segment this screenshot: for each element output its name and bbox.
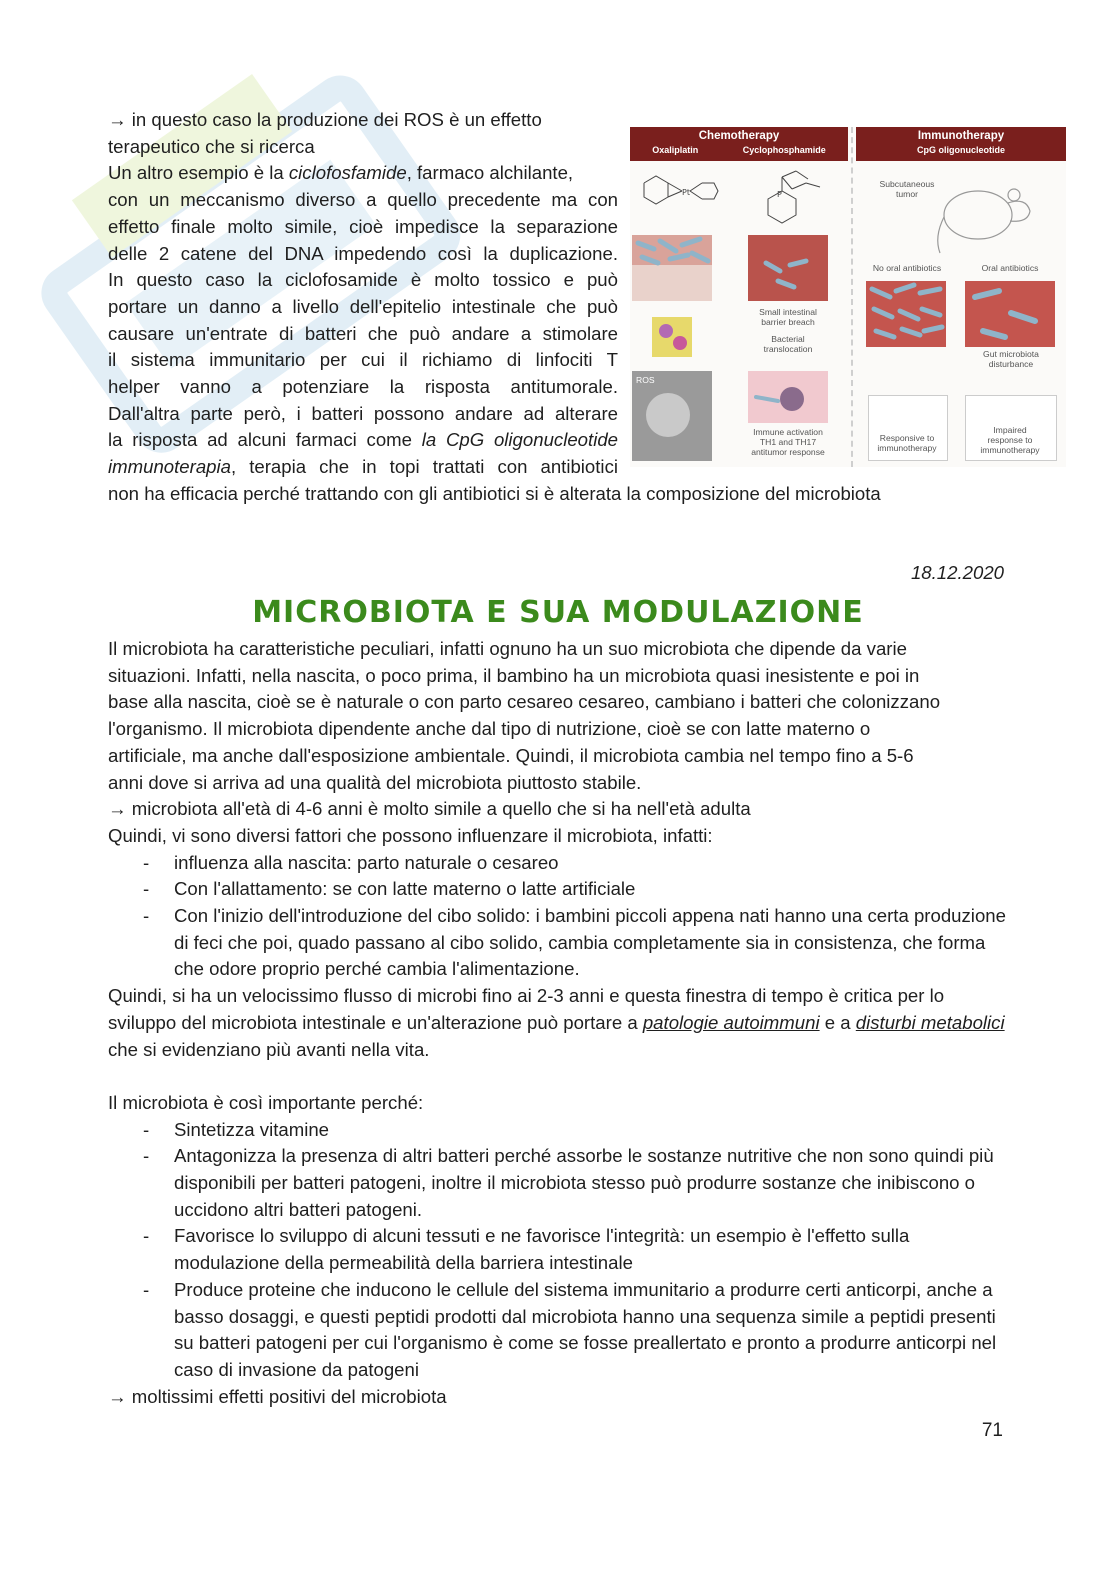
responsive-label: Responsive to immunotherapy <box>877 433 937 453</box>
intestinal-tissue-icon <box>632 235 712 301</box>
ros-label: ROS <box>636 375 655 385</box>
barrier-breach-icon <box>748 235 828 301</box>
metabolic-link[interactable]: disturbi metabolici <box>855 1011 1005 1033</box>
line: la risposta ad alcuni farmaci come la CpG oligonucleotide <box>108 429 619 451</box>
chemotherapy-header: Chemotherapy Oxaliplatin Cyclophosphamide <box>630 127 848 161</box>
oral-label: Oral antibiotics <box>981 263 1039 273</box>
disturbance-label: Gut microbiota disturbance <box>983 349 1039 369</box>
list-item: - Sintetizza vitamine <box>174 1117 1008 1144</box>
chemo-immuno-figure <box>630 127 1066 467</box>
line: con un meccanismo diverso a quello precedente ma con <box>108 189 618 211</box>
subcutaneous-label: Subcutaneous tumor <box>879 179 935 199</box>
arrow-note: → microbiota all'età di 4-6 anni è molto simile a quello che si ha nell'età adulta <box>108 798 751 820</box>
line: delle 2 catene del DNA impedendo così la duplicazione. <box>108 242 618 264</box>
section-title: MICROBIOTA E SUA MODULAZIONE <box>252 595 864 630</box>
line: In questo caso la ciclofosamide è molto tossico e può <box>108 269 618 291</box>
line: portare un danno a livello dell'epitelio intestinale che può <box>108 295 618 317</box>
list-item: - influenza alla nascita: parto naturale o cesareo <box>174 850 1008 877</box>
page-number: 71 <box>981 1420 1003 1441</box>
divider <box>851 127 855 467</box>
immune-activation-icon <box>748 371 828 423</box>
line: causare un'entrate di batteri che può andare a stimolare <box>108 322 618 344</box>
immune-cells-icon <box>652 317 692 357</box>
line: non ha efficacia perché trattando con gli antibiotici si è alterata la composizione del microbiota <box>108 483 881 504</box>
importance-intro: Il microbiota è così importante perché: <box>108 1091 424 1113</box>
line: Un altro esempio è la ciclofosfamide, farmaco alchilante, <box>108 162 574 184</box>
list-item: - Produce proteine che inducono le cellule del sistema immunitario a produrre certi anticorpi, anche a basso dosaggi, e questi peptidi prodotti dal microbiota hanno una sequenza simile a peptidi presenti su batteri patogeni per cui l'organismo è come se fosse preallertato e pronto a produrre anticorpi nel caso di invasione da patogeni <box>174 1277 1008 1384</box>
mouse-icon <box>930 167 1040 257</box>
line: situazioni. Infatti, nella nascita, o poco prima, il bambino ha un microbiota quasi inesistente e poi in <box>108 664 920 686</box>
intro-paragraph <box>108 107 618 481</box>
svg-text:Pt: Pt <box>682 188 690 197</box>
importance-list <box>108 1117 1008 1384</box>
date: 18.12.2020 <box>910 562 1004 583</box>
line: l'organismo. Il microbiota dipendente anche dal tipo di nutrizione, cioè se con latte materno o <box>108 718 871 740</box>
factors-intro: Quindi, vi sono diversi fattori che possono influenzare il microbiota, infatti: <box>108 824 713 846</box>
antibiotics-microbiota-icon <box>965 281 1055 347</box>
line: anni dove si arriva ad una qualità del microbiota piuttosto stabile. <box>108 771 642 793</box>
oxaliplatin-structure-icon <box>636 171 736 231</box>
line: immunoterapia, terapia che in topi trattati con antibiotici <box>108 456 618 478</box>
line: Dall'altra parte però, i batteri possono andare ad alterare <box>108 402 618 424</box>
list-item: - Con l'allattamento: se con latte materno o latte artificiale <box>174 876 1008 903</box>
impaired-label: Impaired response to immunotherapy <box>980 425 1040 455</box>
immunotherapy-header: Immunotherapy CpG oligonucleotide <box>856 127 1066 161</box>
immune-activation-label: Immune activation TH1 and TH17 antitumor response <box>751 427 825 457</box>
paragraph: Quindi, si ha un velocissimo flusso di microbi fino ai 2-3 anni e questa finestra di tempo è critica per lo sviluppo del microbiota intestinale e un'alterazione può portare a patologie autoimmuni e a disturbi metabolici che si evidenziano più avanti nella vita. <box>108 985 1005 1060</box>
line: il sistema immunitario per cui il richiamo di linfociti T <box>108 349 618 371</box>
list-item: - Con l'inizio dell'introduzione del cibo solido: i bambini piccoli appena nati hanno una certa produzione di feci che poi, quado passano al cibo solido, cambia completamente sia in consistenza, che forma che odore proprio perché cambia l'alimentazione. <box>174 903 1008 983</box>
no-antibiotics-microbiota-icon <box>866 281 946 347</box>
translocation-label: Bacterial translocation <box>763 334 813 354</box>
line: helper vanno a potenziare la risposta antitumorale. <box>108 376 618 398</box>
line: terapeutico che si ricerca <box>108 135 315 157</box>
arrow-note: → moltissimi effetti positivi del microbiota <box>108 1385 447 1407</box>
svg-text:P: P <box>777 190 782 199</box>
line: → in questo caso la produzione dei ROS è un effetto <box>108 109 542 130</box>
factors-list <box>108 850 1008 984</box>
no-oral-label: No oral antibiotics <box>872 263 942 273</box>
list-item: - Favorisce lo sviluppo di alcuni tessuti e ne favorisce l'integrità: un esempio è l'effetto sulla modulazione della permeabilità della barriera intestinale <box>174 1223 1008 1276</box>
line: Il microbiota ha caratteristiche peculiari, infatti ognuno ha un suo microbiota che dipende da varie <box>108 638 907 659</box>
line: effetto finale molto simile, cioè impedisce la separazione <box>108 215 618 237</box>
cyclophosphamide-structure-icon <box>752 169 844 231</box>
autoimmune-link[interactable]: patologie autoimmuni <box>642 1011 820 1033</box>
line: base alla nascita, cioè se è naturale o con parto cesareo cesareo, cambiano i batteri che colonizzano <box>108 691 941 713</box>
section-body <box>108 636 1008 1410</box>
list-item: - Antagonizza la presenza di altri batteri perché assorbe le sostanze nutritive che non sono quindi più disponibili per batteri patogeni, inoltre il microbiota stesso può produrre sostanze che inibiscono o uccidono altri batteri patogeni. <box>174 1143 1008 1223</box>
line: artificiale, ma anche dall'esposizione ambientale. Quindi, il microbiota cambia nel tempo fino a 5-6 <box>108 744 914 766</box>
barrier-label: Small intestinal barrier breach <box>759 307 817 327</box>
